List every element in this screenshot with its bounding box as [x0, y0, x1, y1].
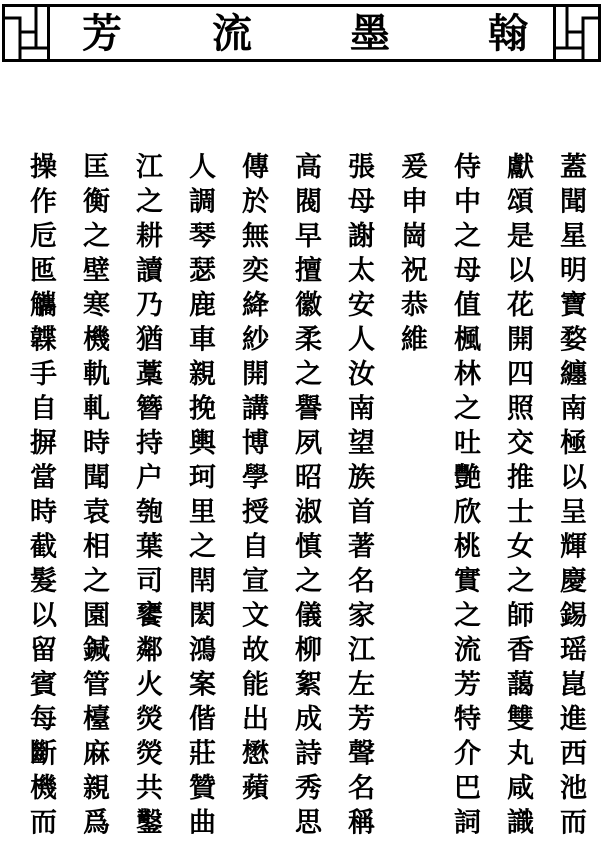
corner-ornament-right-icon	[553, 4, 601, 62]
text-column-3: 侍中之母值楓林之吐艷欣桃實之流芳特介巴詞	[449, 152, 480, 842]
text-column-5: 張母謝太安人汝南望族首著名家江左芳聲名稱	[343, 152, 374, 842]
text-column-8: 人調琴瑟鹿車親挽輿珂里之閈閎鴻案偕莊贊曲	[184, 152, 215, 842]
vertical-text-body	[20, 152, 586, 842]
text-column-4: 爰申崗祝恭維	[396, 152, 427, 359]
title-char-2: 流	[212, 10, 252, 57]
text-column-7: 傳於無奕絳紗開講博學授自宣文故能出懋蘋	[237, 152, 268, 808]
text-column-9: 江之耕讀乃猶藁簪持户匏葉司饔鄰火熒熒共鑿	[131, 152, 162, 842]
text-column-6: 高閥早擅徽柔之譽夙昭淑慎之儀柳絮成詩秀思	[290, 152, 321, 842]
text-column-2: 獻頌是以花開四照交推士女之師香藹雙丸咸識	[502, 152, 533, 842]
corner-ornament-left-icon	[2, 4, 50, 62]
header-banner	[0, 0, 603, 68]
text-column-11: 操作卮匜觿韘手自摒當時截髮以留賓每斷機而	[25, 152, 56, 842]
title-char-1: 芳	[82, 10, 122, 57]
text-column-1: 蓋聞星明寶婺纏南極以呈輝慶錫瑶崑進西池而	[555, 152, 586, 842]
title-char-3: 墨	[350, 10, 390, 57]
text-column-10: 匡衡之壁寒機軌軋時聞袁相之園鍼管檯麻親爲	[78, 152, 109, 842]
title-char-4: 翰	[488, 10, 528, 57]
